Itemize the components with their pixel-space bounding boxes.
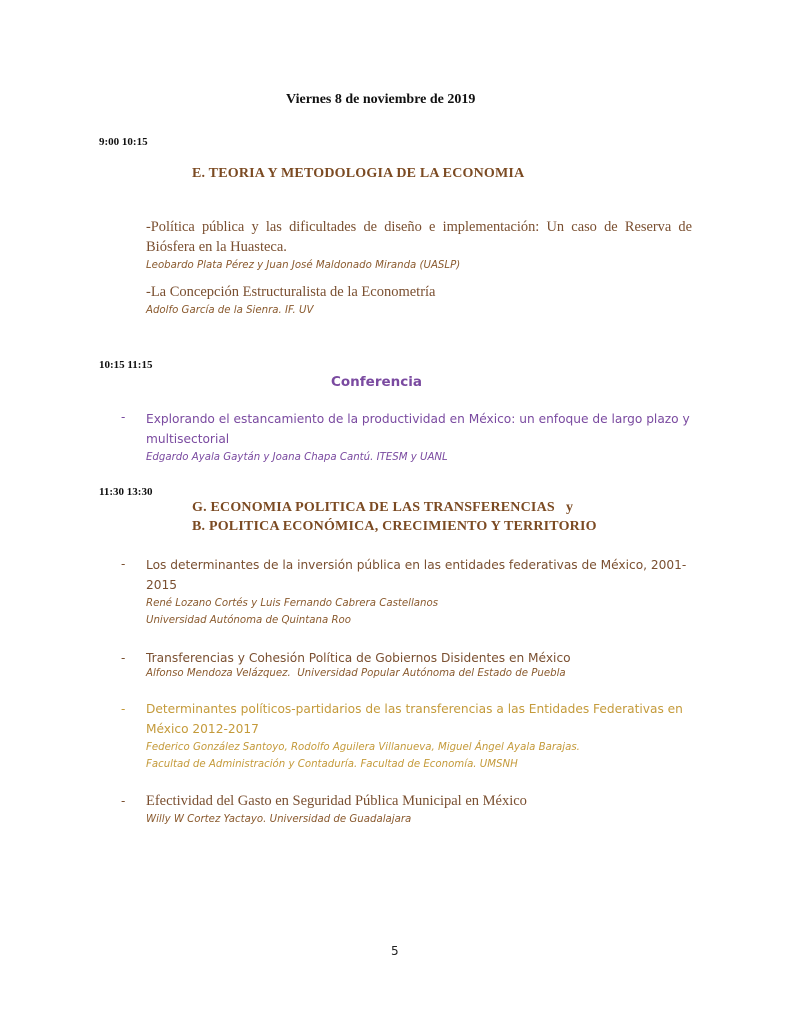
paper-title: Los determinantes de la inversión pública en las entidades federativas de México, 2001- (146, 558, 687, 572)
list-bullet: - (121, 702, 126, 716)
paper-entry (146, 699, 706, 773)
paper-authors: Leobardo Plata Pérez y Juan José Maldonado Miranda (UASLP) (146, 260, 461, 271)
paper-authors: Federico González Santoyo, Rodolfo Aguilera Villanueva, Miguel Ángel Ayala Barajas. (146, 742, 580, 753)
paper-title-cont: México 2012-2017 (146, 722, 259, 736)
paper-title: -Política pública y las dificultades de diseño e implementación: Un caso de Reserva de (146, 219, 692, 235)
paper-authors: Adolfo García de la Sienra. IF. UV (146, 305, 314, 316)
page-number: 5 (391, 944, 399, 958)
paper-entry (146, 217, 692, 274)
session-heading: E. TEORIA Y METODOLOGIA DE LA ECONOMIA (192, 166, 525, 181)
paper-title-cont: Biósfera en la Huasteca. (146, 239, 287, 255)
session-heading-cont: B. POLITICA ECONÓMICA, CRECIMIENTO Y TERRITORIO (192, 519, 597, 534)
list-bullet: - (121, 410, 126, 424)
paper-title: Transferencias y Cohesión Política de Gobiernos Disidentes en México (146, 651, 571, 665)
paper-authors: Edgardo Ayala Gaytán y Joana Chapa Cantú. ITESM y UANL (146, 452, 448, 463)
paper-authors: René Lozano Cortés y Luis Fernando Cabrera Castellanos (146, 598, 439, 609)
paper-title: Efectividad del Gasto en Seguridad Pública Municipal en México (146, 793, 527, 809)
session-time: 10:15 11:15 (99, 359, 153, 371)
session-heading: G. ECONOMIA POLITICA DE LAS TRANSFERENCIAS y (192, 500, 574, 515)
paper-title-cont: 2015 (146, 578, 178, 592)
paper-entry (146, 791, 706, 828)
list-bullet: - (121, 651, 126, 665)
paper-title: Explorando el estancamiento de la productividad en México: un enfoque de largo plazo y (146, 412, 690, 426)
paper-title-cont: multisectorial (146, 432, 230, 446)
list-bullet: - (121, 794, 126, 808)
paper-authors: Alfonso Mendoza Velázquez. Universidad Popular Autónoma del Estado de Puebla (146, 668, 566, 679)
list-bullet: - (121, 557, 126, 571)
session-time: 11:30 13:30 (99, 486, 153, 498)
session-heading: Conferencia (331, 374, 422, 390)
paper-entry (146, 409, 706, 466)
paper-entry (146, 555, 706, 629)
paper-authors: Willy W Cortez Yactayo. Universidad de Guadalajara (146, 814, 412, 825)
paper-affiliation: Universidad Autónoma de Quintana Roo (146, 615, 351, 626)
paper-title: Determinantes políticos-partidarios de las transferencias a las Entidades Federativas en (146, 702, 683, 716)
paper-title: -La Concepción Estructuralista de la Econometría (146, 284, 436, 300)
session-time: 9:00 10:15 (99, 136, 148, 148)
paper-affiliation: Facultad de Administración y Contaduría. Facultad de Economía. UMSNH (146, 759, 518, 770)
paper-entry (146, 648, 706, 682)
paper-entry (146, 282, 692, 319)
day-heading: Viernes 8 de noviembre de 2019 (286, 92, 476, 107)
